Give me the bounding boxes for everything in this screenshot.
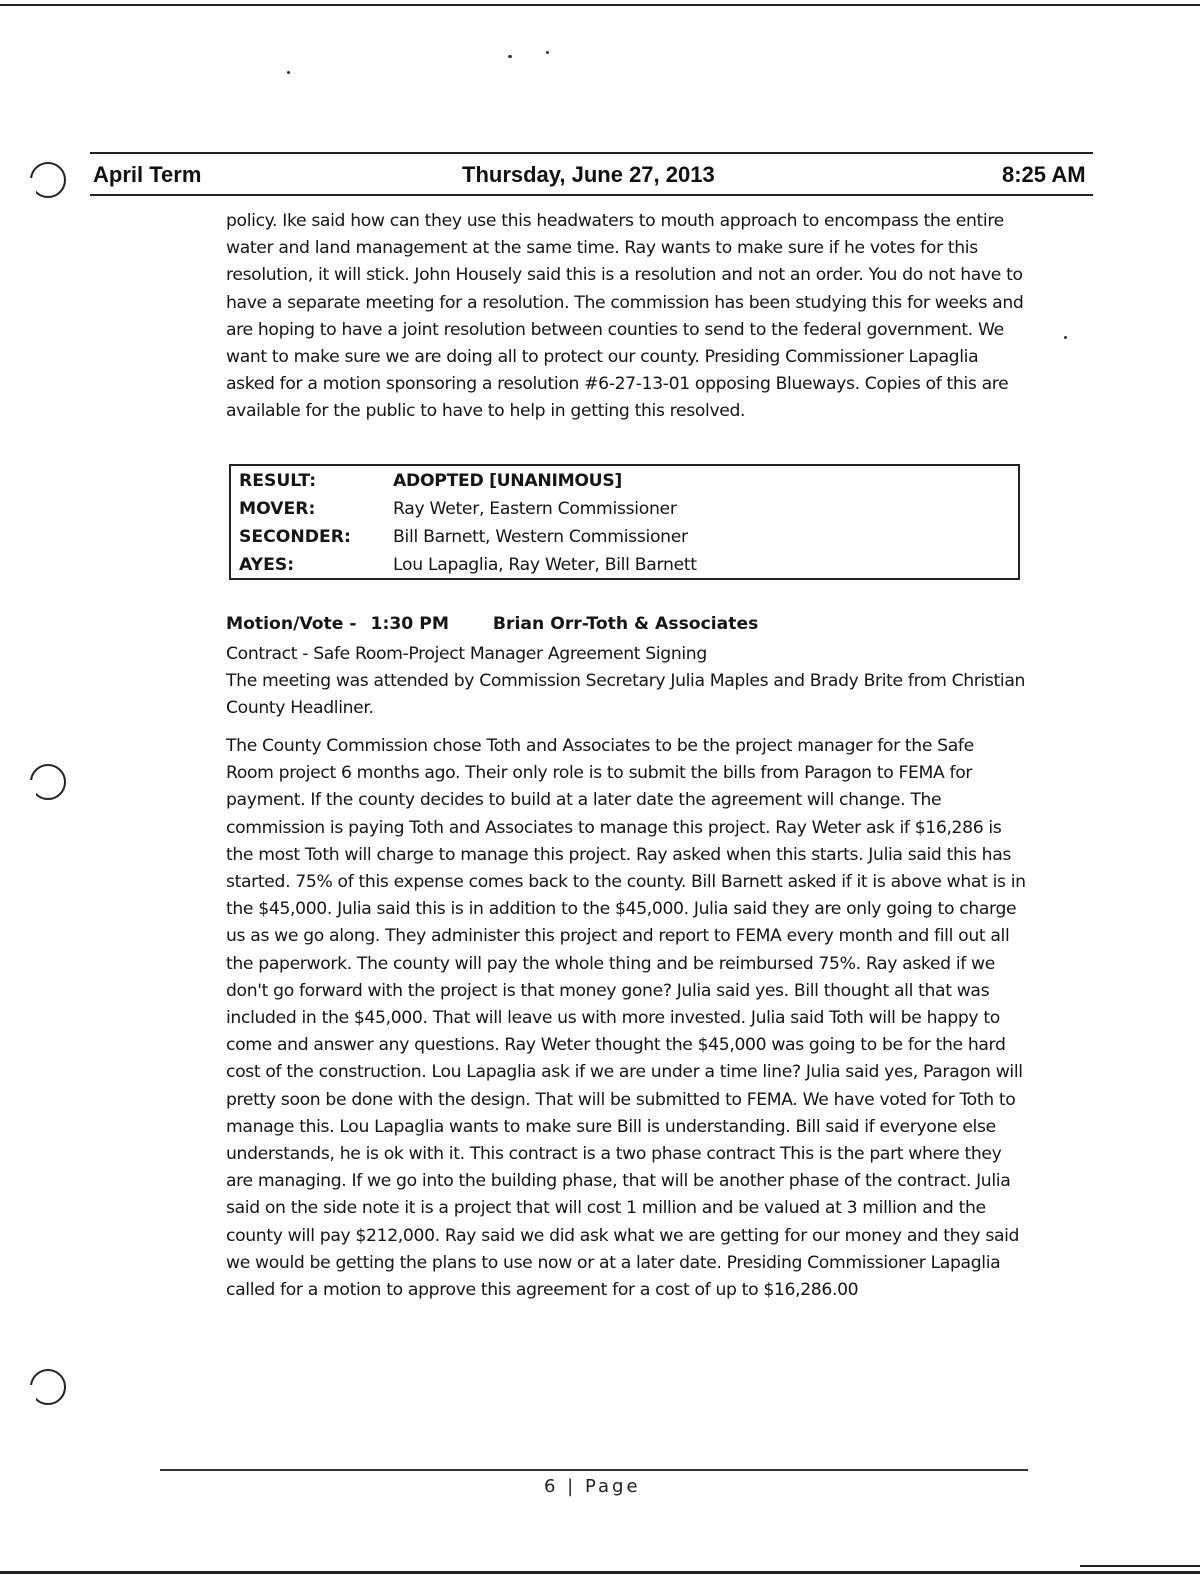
seconder-row bbox=[239, 523, 939, 551]
seconder-value: Bill Barnett, Western Commissioner bbox=[393, 527, 688, 547]
scan-speck bbox=[508, 55, 512, 58]
header-rule-bottom bbox=[90, 194, 1093, 196]
scan-speck bbox=[546, 51, 549, 54]
scan-bottom-edge-right bbox=[1080, 1565, 1200, 1567]
scan-top-edge bbox=[0, 4, 1200, 6]
header-term: April Term bbox=[93, 162, 202, 187]
ayes-label: AYES: bbox=[239, 555, 295, 575]
header-rule-top bbox=[90, 152, 1093, 154]
footer-rule bbox=[160, 1469, 1028, 1471]
paragraph-text: The County Commission chose Toth and Associates to be the project manager for the Safe Room project 6 months ago. Their only role is to submit the bills from Paragon to FEMA for payment. If the county decides to build at a later date the agreement will change. The commission is paying Toth and Associates to manage this project. Ray Weter ask if $16,286 is the most Toth will charge to manage this project. Ray asked when this starts. Julia said this has started. 75% of this expense comes back to the county. Bill Barnett asked if it is above what is in the $45,000. Julia said this is in addition to the $45,000. Julia said they are only going to charge us as we go along. They administer this project and report to FEMA every month and fill out all the paperwork. The county will pay the whole thing and be reimbursed 75%. Ray asked if we don't go forward with the project is that money gone? Julia said yes. Bill thought all that was included in the $45,000. That will leave us with more invested. Julia said Toth will be happy to come and answer any questions. Ray Weter thought the $45,000 was going to be for the hard cost of the construction. Lou Lapaglia ask if we are under a time line? Julia said yes, Paragon will pretty soon be done with the design. That will be submitted to FEMA. We have voted for Toth to manage this. Lou Lapaglia wants to make sure Bill is understanding. Bill said if everyone else understands, he is ok with it. This contract is a two phase contract This is the part where they are managing. If we go into the building phase, that will be another phase of the contract. Julia said on the side note it is a project that will cost 1 million and be valued at 3 million and the county will pay $212,000. Ray said we did ask what we are getting for our money and they said we would be getting the plans to use now or at a later date. Presiding Commissioner Lapaglia called for a motion to approve this agreement for a cost of up to $16,286.00 bbox=[226, 736, 1026, 1301]
ayes-value: Lou Lapaglia, Ray Weter, Bill Barnett bbox=[393, 555, 697, 575]
seconder-label: SECONDER: bbox=[239, 527, 351, 547]
motion-party: Brian Orr-Toth & Associates bbox=[492, 614, 759, 634]
vote-result-table bbox=[229, 464, 1020, 580]
binder-hole-icon bbox=[30, 1369, 66, 1405]
mover-value: Ray Weter, Eastern Commissioner bbox=[393, 499, 677, 519]
result-label: RESULT: bbox=[239, 471, 317, 491]
paragraph-text: policy. Ike said how can they use this headwaters to mouth approach to encompass the entire water and land management at the same time. Ray wants to make sure if he votes for this resolution, it will stick. John Housely said this is a resolution and not an order. You do not have to have a separate meeting for a resolution. The commission has been studying this for weeks and are hoping to have a joint resolution between counties to send to the federal government. We want to make sure we are doing all to protect our county. Presiding Commissioner Lapaglia asked for a motion sponsoring a resolution #6-27-13-01 opposing Blueways. Copies of this are available for the public to have to help in getting this resolved. bbox=[226, 211, 1024, 422]
scan-bottom-edge bbox=[0, 1571, 1200, 1574]
scan-speck bbox=[287, 71, 290, 74]
contract-line: Contract - Safe Room-Project Manager Agreement Signing bbox=[226, 644, 707, 664]
header-time: 8:25 AM bbox=[1002, 162, 1086, 187]
minutes-paragraph-continued bbox=[226, 208, 1026, 426]
motion-heading bbox=[226, 614, 758, 634]
motion-label: Motion/Vote - bbox=[226, 614, 357, 634]
scan-speck bbox=[1064, 336, 1067, 339]
mover-row bbox=[239, 495, 939, 523]
motion-details bbox=[226, 641, 1026, 723]
result-value: ADOPTED [UNANIMOUS] bbox=[393, 471, 622, 491]
binder-hole-icon bbox=[30, 764, 66, 800]
motion-time: 1:30 PM bbox=[370, 614, 449, 634]
header-date: Thursday, June 27, 2013 bbox=[462, 162, 715, 187]
ayes-row bbox=[239, 551, 939, 579]
minutes-paragraph-contract bbox=[226, 733, 1026, 1304]
attendance-text: The meeting was attended by Commission Secretary Julia Maples and Brady Brite from Christian County Headliner. bbox=[226, 671, 1026, 719]
result-row bbox=[239, 467, 939, 495]
binder-hole-icon bbox=[30, 162, 66, 198]
page-number: 6 | Page bbox=[544, 1476, 641, 1497]
mover-label: MOVER: bbox=[239, 499, 316, 519]
